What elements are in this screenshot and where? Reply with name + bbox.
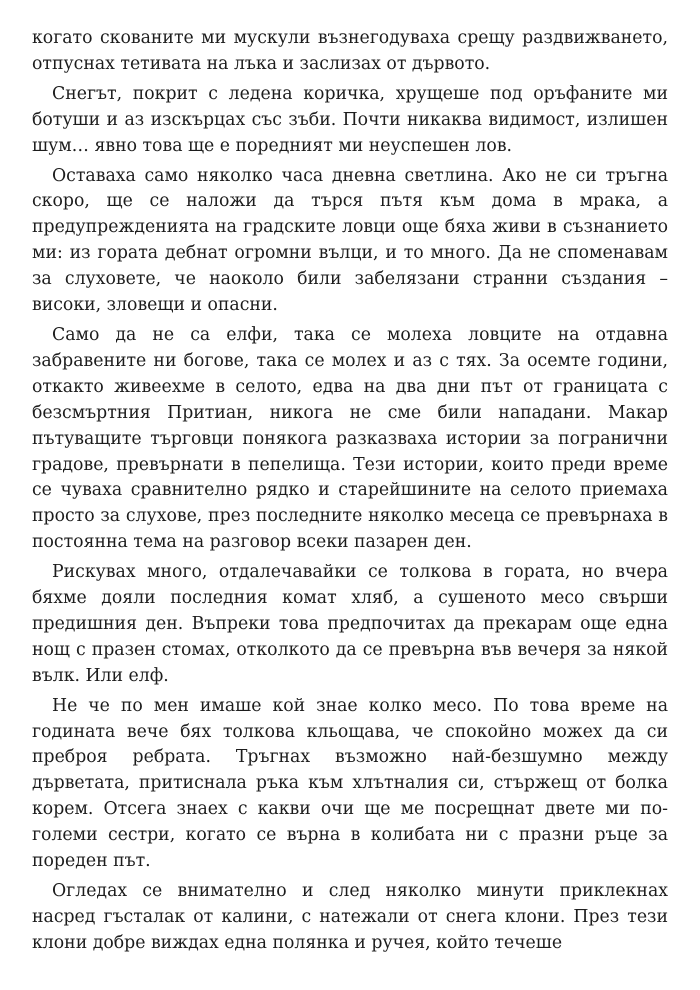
- paragraph-5: Рискувах много, отдалечавайки се толкова в гората, но вчера бяхме дояли последния комат хляб, а сушеното месо свърши предишния ден. Въпреки това предпочитах да прекарам още една нощ с празен стомах, отколкото да се превърна във вечеря за някой вълк. Или елф.: [32, 562, 668, 686]
- paragraph-2: Снегът, покрит с ледена коричка, хрущеше под оръфаните ми ботуши и аз изскърцах със зъби. Почти никаква видимост, излишен шум… явно това ще е поредният ми неуспешен лов.: [32, 83, 668, 156]
- paragraph-7: Огледах се внимателно и след няколко минути приклекнах насред гъсталак от калини, с натежали от снега клони. През тези клони добре виждах една полянка и ручея, който течеше: [32, 881, 668, 953]
- paragraph-4: Само да не са елфи, така се молеха ловците на отдавна забравените ни богове, така се молех и аз с тях. За осемте години, откакто живеехме в селото, едва на два дни път от границата с безсмъртния Притиан, никога не сме били нападани. Макар пътуващите търговци понякога разказваха истории за погранични градове, превърнати в пепелища. Тези истории, които преди време се чуваха сравнително рядко и старейшините на селото приемаха просто за слухове, през последните няколко месеца се превърнаха в постоянна тема на разговор всеки пазарен ден.: [32, 324, 668, 553]
- paragraph-1: когато скованите ми мускули възнегодуваха срещу раздвижването, отпуснах тетивата на лъка и заслизах от дървото.: [32, 28, 668, 74]
- paragraph-3: Оставаха само няколко часа дневна светлина. Ако не си тръгна скоро, ще се наложи да търся пътя към дома в мрака, а предупрежденията на градските ловци още бяха живи в съзнанието ми: из гората дебнат огромни вълци, и то много. Да не споменавам за слуховете, че наоколо били забелязани странни създания – високи, зловещи и опасни.: [32, 165, 668, 316]
- book-page: [32, 26, 668, 961]
- paragraph-6: Не че по мен имаше кой знае колко месо. По това време на годината вече бях толкова кльощава, че спокойно можех да си преброя ребрата. Тръгнах възможно най-безшумно между дърветата, притиснала ръка към хлътналия си, стържещ от болка корем. Отсега знаех с какви очи ще ме посрещнат двете ми по-големи сестри, когато се върна в колибата ни с празни ръце за пореден път.: [32, 695, 668, 872]
